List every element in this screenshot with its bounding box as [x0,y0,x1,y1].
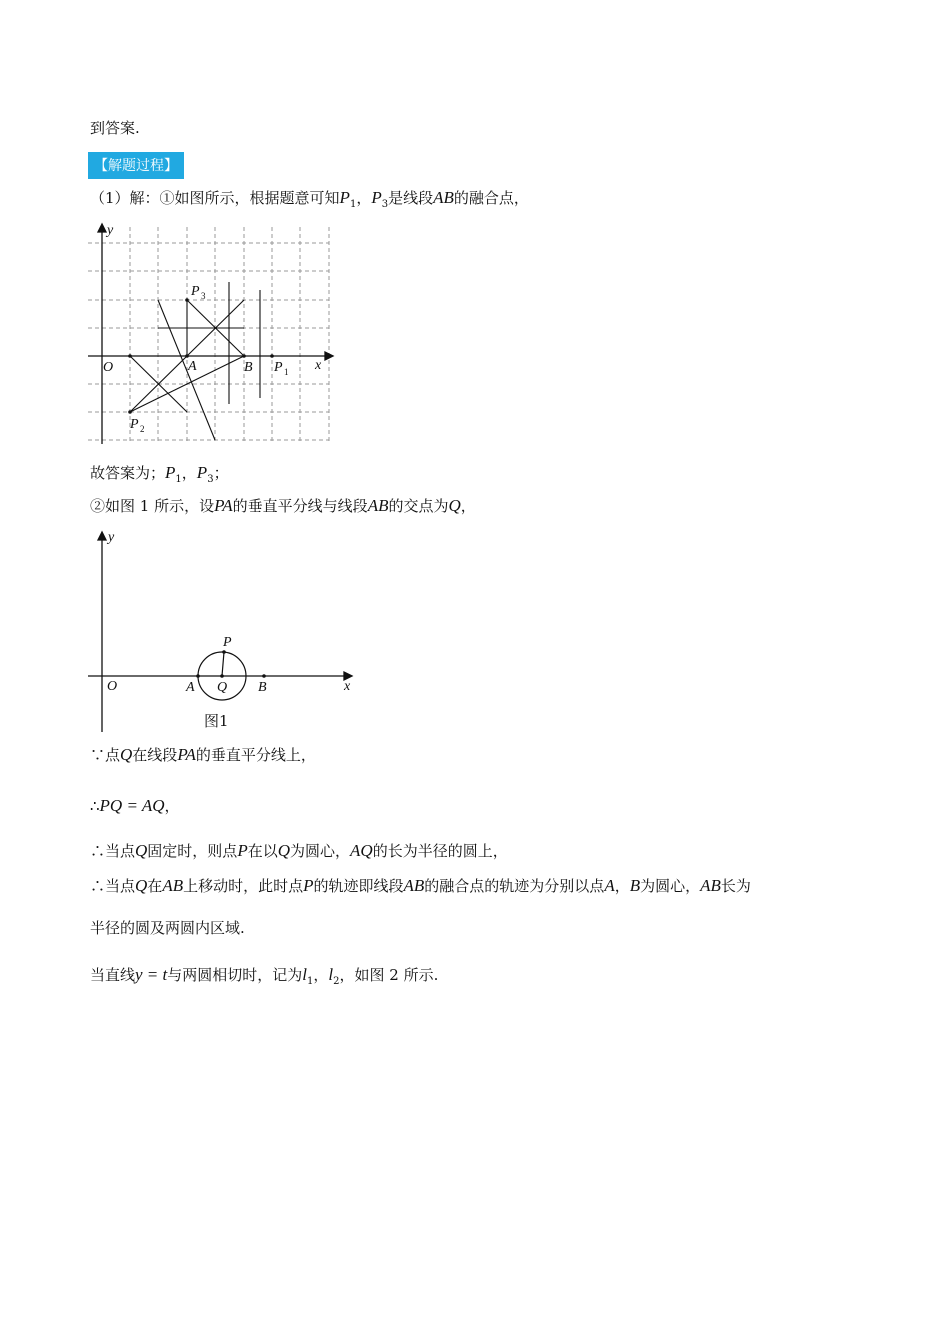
line-8-part-b: 固定时，则点 [147,842,238,860]
text-line-10 [90,918,245,938]
math-y-equals-t: y = t [135,965,168,984]
point-p-label: P [223,635,232,650]
math-a: A [604,876,615,895]
figure-1-diagram [86,528,358,736]
grid-diagram [86,222,336,447]
line-11-part-b: 与两圆相切时，记为 [167,966,303,984]
text-line-3: （1）解：①如图所示，根据题意可知$P_1$，$P_3$是线段AB的融合点， [90,188,529,210]
line-5-part-a: ②如图 1 所示，设 [90,497,215,515]
line-6-part-c: 的垂直平分线上， [195,746,316,764]
math-equation: PQ = AQ [99,796,165,815]
solution-badge: 【解题过程】 [88,152,184,179]
math-q: Q [120,745,133,764]
point-a-label: A [188,359,197,374]
math-pa: PA [177,745,196,764]
math-sub: 2 [333,976,340,987]
text-line-11: 当直线y = t与两圆相切时，记为$l_1$，$l_2$，如图 2 所示. [90,965,439,987]
math-q: Q [135,876,148,895]
line-1-text: 到答案. [90,119,140,137]
line-9-part-f: 为圆心， [640,877,701,895]
math-b: B [629,876,641,895]
math-p: P [196,463,208,482]
text-line-1 [90,118,140,138]
line-8-part-d: 为圆心， [290,842,351,860]
math-q: Q [448,496,461,515]
text-line-6 [90,745,316,765]
x-axis-label: x [344,679,351,694]
math-pa: PA [214,496,233,515]
math-p: P [237,841,248,860]
math-ab: AB [433,188,454,207]
line-5-part-b: 的垂直平分线与线段 [232,497,368,515]
line-6-part-b: 在线段 [132,746,178,764]
axes [88,532,352,732]
text-line-7: ∴PQ = AQ， [90,796,180,815]
point-p2-label: P [130,417,139,432]
math-ab: AB [162,876,184,895]
origin-label: O [107,679,118,694]
math-sub: 3 [381,199,389,210]
math-p: P [339,188,350,207]
line-11-part-a: 当直线 [90,966,136,984]
segment-pq [222,652,224,676]
math-ab: AB [700,876,721,895]
line-3-part-b: 是线段 [388,189,434,207]
line-3-part-a: （1）解：①如图所示，根据题意可知 [90,189,340,207]
math-sub: 1 [175,474,182,485]
line-9-part-g: 长为 [720,877,751,895]
math-l: l [302,965,308,984]
point-p2-sub: 2 [140,424,145,434]
line-9-part-e: 的融合点的轨迹为分别以点 [424,877,605,895]
math-q: Q [135,841,148,860]
point-p3-label: P [191,284,200,299]
math-sub: 1 [307,976,314,987]
line-8-part-e: 的长为半径的圆上， [372,842,508,860]
line-11-part-c: 如图 2 所示. [354,966,439,984]
line-9-part-d: 的轨迹即线段 [313,877,404,895]
math-l: l [328,965,334,984]
point-a-label: A [186,680,195,695]
line-5-part-c: 的交点为 [388,497,449,515]
axes [88,224,333,444]
line-10-text: 半径的圆及两圆内区域. [90,919,245,937]
text-line-4: 故答案为；$P_1$，$P_3$； [90,463,229,485]
point-p1-sub: 1 [284,367,289,377]
y-axis-label: y [108,530,115,545]
line-8-part-a: ∴当点 [90,842,136,860]
math-p: P [165,463,176,482]
math-sub: 3 [207,474,214,485]
point-p3-sub: 3 [201,291,206,301]
point-p1-label: P [274,360,283,375]
text-line-8 [90,841,508,861]
math-sub: 1 [349,199,357,210]
point-q-label: Q [217,680,228,695]
figure-caption: 图1 [204,712,229,730]
math-p: P [371,188,382,207]
point-b-label: B [244,360,253,375]
text-line-9: ∴当点Q在AB上移动时，此时点P的轨迹即线段AB的融合点的轨迹为分别以点A，B为圆心，AB长为 [90,876,751,895]
line-8-part-c: 在以 [247,842,278,860]
x-axis-label: x [315,358,322,373]
line-6-part-a: ∵点 [90,746,121,764]
line-9-part-b: 在 [147,877,163,895]
math-q: Q [277,841,290,860]
y-axis-label: y [107,223,114,238]
line-4-part-a: 故答案为； [90,464,166,482]
origin-label: O [103,360,114,375]
point-b-label: B [258,680,267,695]
math-ab: AB [367,496,389,515]
line-3-part-c: 的融合点， [453,189,529,207]
line-9-part-c: 上移动时，此时点 [183,877,304,895]
math-aq: AQ [350,841,373,860]
line-7-part-a: ∴ [90,797,100,815]
line-9-part-a: ∴当点 [90,877,136,895]
math-ab: AB [403,876,425,895]
text-line-5: ②如图 1 所示，设PA的垂直平分线与线段AB的交点为Q， [90,496,476,515]
math-p: P [303,876,314,895]
